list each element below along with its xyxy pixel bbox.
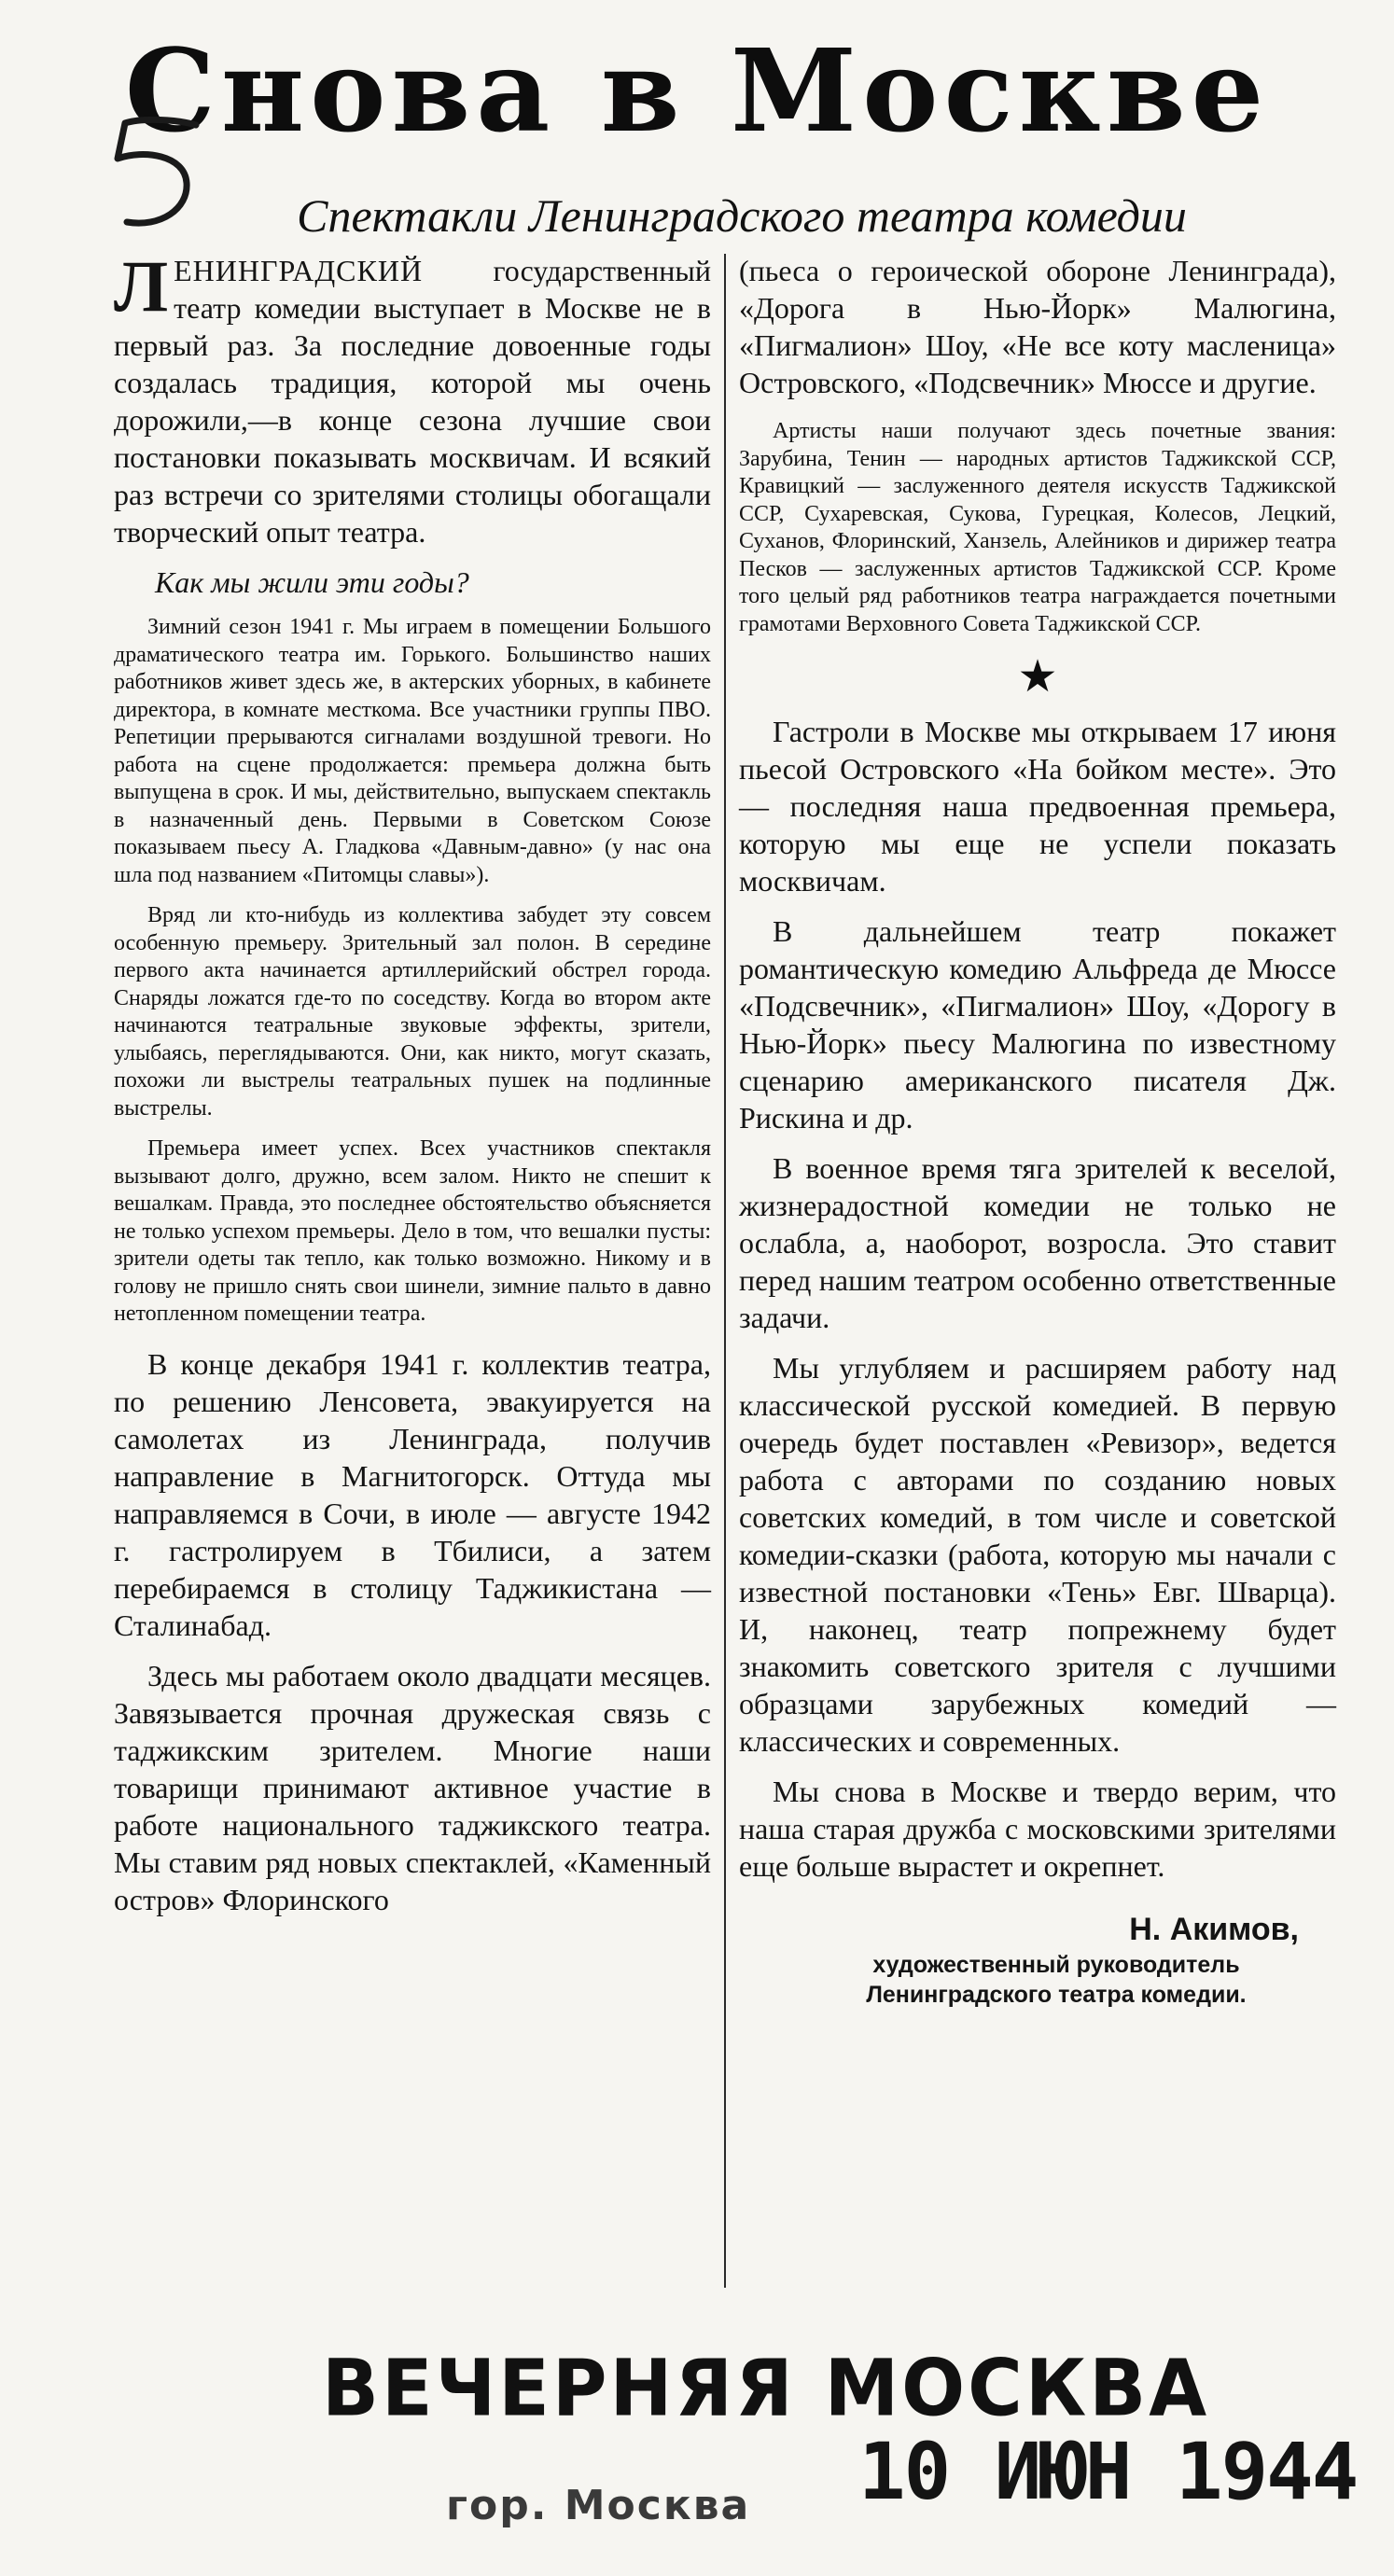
- column-divider: [724, 254, 726, 2288]
- body-paragraph: В конце декабря 1941 г. коллектив театра, по решению Ленсовета, эвакуируется на самолетах из Ленинграда, получив направление в Магнитогорск. Оттуда мы направляемся в Сочи, в июле — августе 1942 г. гастролируем в Тбилиси, а затем перебираемся в столицу Таджикистана — Сталинабад.: [114, 1346, 711, 1642]
- body-paragraph: В дальнейшем театр покажет романтическую комедию Альфреда де Мюссе «Подсвечник», «Пигмалион» Шоу, «Дорогу в Нью-Йорк» пьесу Малюгина по известному сценарию американского писателя Дж. Рискина и др.: [739, 914, 1336, 1135]
- author-signature: Н. Акимов,: [1129, 1912, 1299, 1947]
- body-paragraph: Гастроли в Москве мы открываем 17 июня пьесой Островского «На бойком месте». Это — последняя наша предвоенная премьера, которую мы еще не успели показать москвичам.: [739, 715, 1336, 898]
- stamp-date: 10 ИЮН 1944: [858, 2426, 1358, 2517]
- stamp-city: гор. Москва: [446, 2482, 751, 2529]
- small-paragraph: Зимний сезон 1941 г. Мы играем в помещении Большого драматического театра им. Горького. Большинство наших работников живет здесь же, в актерских уборных, в кабинете директора, в комнате месткома. Все участники группы ПВО. Репетиции прерываются сигналами воздушной тревоги. Но работа на сцене продолжается: премьера должна быть выпущена в срок. И мы, действительно, выпускаем спектакль в назначенный день. Первыми в Советском Союзе показываем пьесу А. Гладкова «Давным-давно» (у нас она шла под названием «Питомцы славы»).: [114, 615, 711, 887]
- star-icon: ★: [1017, 652, 1058, 702]
- author-role-line-1: художественный руководитель: [872, 1952, 1240, 1978]
- honors-paragraph: Артисты наши получают здесь почетные звания: Зарубина, Тенин — народных артистов Таджикской ССР, Кравицкий — заслуженного деятеля искусств Таджикской ССР, Сухаревская, Сукова, Гурецкая, Колесов, Лецкий, Суханов, Флоринский, Ханзель, Алейников и дирижер театра Песков — заслуженных артистов Таджикской ССР. Кроме того целый ряд работников театра награждается почетными грамотами Верховного Совета Таджикской ССР.: [739, 419, 1336, 636]
- small-paragraph: Вряд ли кто-нибудь из коллектива забудет эту совсем особенную премьеру. Зрительный зал полон. В середине первого акта начинается артиллерийский обстрел города. Снаряды ложатся где-то по соседству. Когда во втором акте начинаются театральные звуковые эффекты, зрители, улыбаясь, переглядываются. Они, как никто, могут сказать, похожи ли выстрелы театральных пушек на подлинные выстрелы.: [114, 903, 711, 1121]
- section-separator: [739, 652, 1336, 702]
- intro-text: государственный театр комедии выступает в Москве не в первый раз. За последние довоенные годы создалась традиция, которой мы очень дорожили,—в конце сезона лучшие свои постановки показывать москвичам. И всякий раз встречи со зрителями столицы обогащали творческий опыт театра.: [114, 254, 711, 549]
- body-paragraph: В военное время тяга зрителей к веселой, жизнерадостной комедии не только не ослабла, а, наоборот, возросла. Это ставит перед нашим театром особенно ответственные задачи.: [739, 1151, 1336, 1334]
- right-column: [739, 252, 1336, 2286]
- body-paragraph: Здесь мы работаем около двадцати месяцев. Завязывается прочная дружеская связь с таджикским зрителем. Многие наши товарищи принимают активное участие в работе национального таджикского театра. Мы ставим ряд новых спектаклей, «Каменный остров» Флоринского: [114, 1658, 711, 1916]
- newspaper-stamp: ВЕЧЕРНЯЯ МОСКВА: [322, 2342, 1210, 2434]
- left-column: [114, 245, 711, 2286]
- drop-cap: Л: [114, 245, 169, 327]
- body-paragraph: Мы углубляем и расширяем работу над классической русской комедией. В первую очередь будет поставлен «Ревизор», ведется работа с авторами по созданию новых советских комедий, в том числе и советской комедии-сказки (работа, которую мы начали с известной постановки «Тень» Евг. Шварца). И, наконец, театр попрежнему будет знакомить советского зрителя с лучшими образцами зарубежных комедий — классических и современных.: [739, 1351, 1336, 1758]
- article-subheadline: Спектакли Ленинградского театра комедии: [297, 189, 1187, 242]
- handwritten-page-number: [105, 112, 207, 233]
- small-paragraph: Премьера имеет успех. Всех участников спектакля вызывают долго, дружно, всем залом. Никто не спешит к вешалкам. Правда, это последнее обстоятельство объясняется не только успехом премьеры. Дело в том, что вешалки пусты: зрители одеты так тепло, как только возможно. Никому и в голову не пришло снять свои шинели, зимние пальто в давно нетопленном помещении театра.: [114, 1136, 711, 1326]
- body-paragraph: Мы снова в Москве и твердо верим, что наша старая дружба с московскими зрителями еще больше вырастет и окрепнет.: [739, 1775, 1336, 1883]
- article-headline: Снова в Москве: [124, 23, 1270, 158]
- continuation-paragraph: (пьеса о героической обороне Ленинграда), «Дорога в Нью-Йорк» Малюгина, «Пигмалион» Шоу, «Не все коту масленица» Островского, «Подсвечник» Мюссе и другие.: [739, 254, 1336, 399]
- section-subtitle: Как мы жили эти годы?: [155, 565, 469, 599]
- intro-paragraph: [114, 245, 711, 550]
- author-role-line-2: Ленинградского театра комедии.: [866, 1982, 1247, 2008]
- intro-caps: ЕНИНГРАДСКИЙ: [174, 254, 424, 287]
